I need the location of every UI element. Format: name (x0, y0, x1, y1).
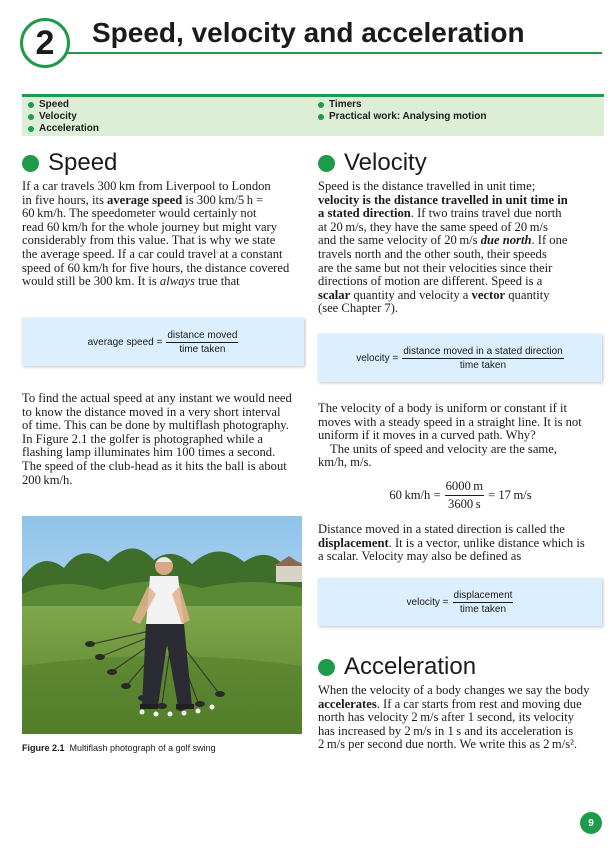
section-heading-velocity: Velocity (318, 149, 427, 177)
section-heading-speed: Speed (22, 149, 117, 177)
speed-paragraph-1: If a car travels 300 km from Liverpool to London in five hours, its average speed is 300 km/5 h = 60 km/h. The speedometer would certainly not read 60 km/h for the whole journey but might vary considerably from this value. That is why we state the average speed. If a car could travel at a constant speed of 60 km/h for five hours, the distance covered would still be 300 km. It is always true that (22, 179, 290, 289)
displacement-formula: velocity = $\frac{\text{displacement}}{\text{time taken}}$ (406, 589, 513, 615)
chapter-number-badge (20, 18, 70, 68)
page-number-badge (580, 812, 602, 834)
topics-box (22, 94, 604, 136)
chapter-title-rule (60, 52, 602, 54)
chapter-number: 2 (35, 23, 55, 62)
topic-item: Velocity (28, 111, 77, 122)
topic-item: Acceleration (28, 123, 99, 134)
topic-item: Timers (318, 99, 362, 110)
topic-item: Practical work: Analysing motion (318, 111, 486, 122)
velocity-formula-box (318, 334, 602, 382)
displacement-formula-box (318, 578, 602, 626)
velocity-formula: velocity = $\frac{\text{distance moved in a stated direction}}{\text{time taken}}$ (356, 345, 563, 371)
velocity-paragraph-2: The velocity of a body is uniform or constant if it moves with a steady speed in a straight line. It is not uniform if it moves in a curved path. Why? The units of speed and velocity are the same, km/h, m/s. (318, 401, 582, 470)
section-heading-acceleration: Acceleration (318, 653, 476, 681)
bullet-icon (318, 114, 324, 120)
page-number: 9 (588, 817, 594, 829)
velocity-paragraph-3: Distance moved in a stated direction is called the displacement. It is a vector, unlike distance which is a scalar. Velocity may also be defined as (318, 522, 585, 564)
bullet-icon (318, 102, 324, 108)
speed-conversion-equation: 60 km/h = $\frac{6000 m}{3600 s}$ = 17 m/s (389, 478, 532, 511)
bullet-icon (28, 126, 34, 132)
section-bullet-icon (22, 155, 39, 172)
average-speed-formula-box (22, 318, 304, 366)
average-speed-formula: average speed = $\frac{\text{distance moved}}{\text{time taken}}$ (87, 329, 238, 355)
speed-paragraph-2: To find the actual speed at any instant we would need to know the distance moved in a very short interval of time. This can be done by multiflash photography. In Figure 2.1 the golfer is photographed while a flashing lamp illuminates him 100 times a second. The speed of the club-head as it hits the ball is about 200 km/h. (22, 391, 292, 487)
section-bullet-icon (318, 155, 335, 172)
golf-swing-illustration (22, 516, 302, 734)
chapter-title: Speed, velocity and acceleration (92, 17, 525, 48)
acceleration-paragraph-1: When the velocity of a body changes we say the body accelerates. If a car starts from rest and moving due north has velocity 2 m/s after 1 second, its velocity has increased by 2 m/s in 1 s and its acceleration is 2 m/s per second due north. We write this as 2 m/s². (318, 683, 590, 752)
bullet-icon (28, 114, 34, 120)
figure-caption: Figure 2.1 Multiflash photograph of a golf swing (22, 743, 216, 753)
golf-swing-photo (22, 516, 302, 734)
section-bullet-icon (318, 659, 335, 676)
bullet-icon (28, 102, 34, 108)
topic-item: Speed (28, 99, 69, 110)
velocity-paragraph-1: Speed is the distance travelled in unit time; velocity is the distance travelled in unit time in a stated direction. If two trains travel due north at 20 m/s, they have the same speed of 20 m/s and the same velocity of 20 m/s due north. If one travels north and the other south, their speeds are the same but not their velocities since their directions of motion are different. Speed is a scalar quantity and velocity a vector quantity (see Chapter 7). (318, 179, 568, 316)
